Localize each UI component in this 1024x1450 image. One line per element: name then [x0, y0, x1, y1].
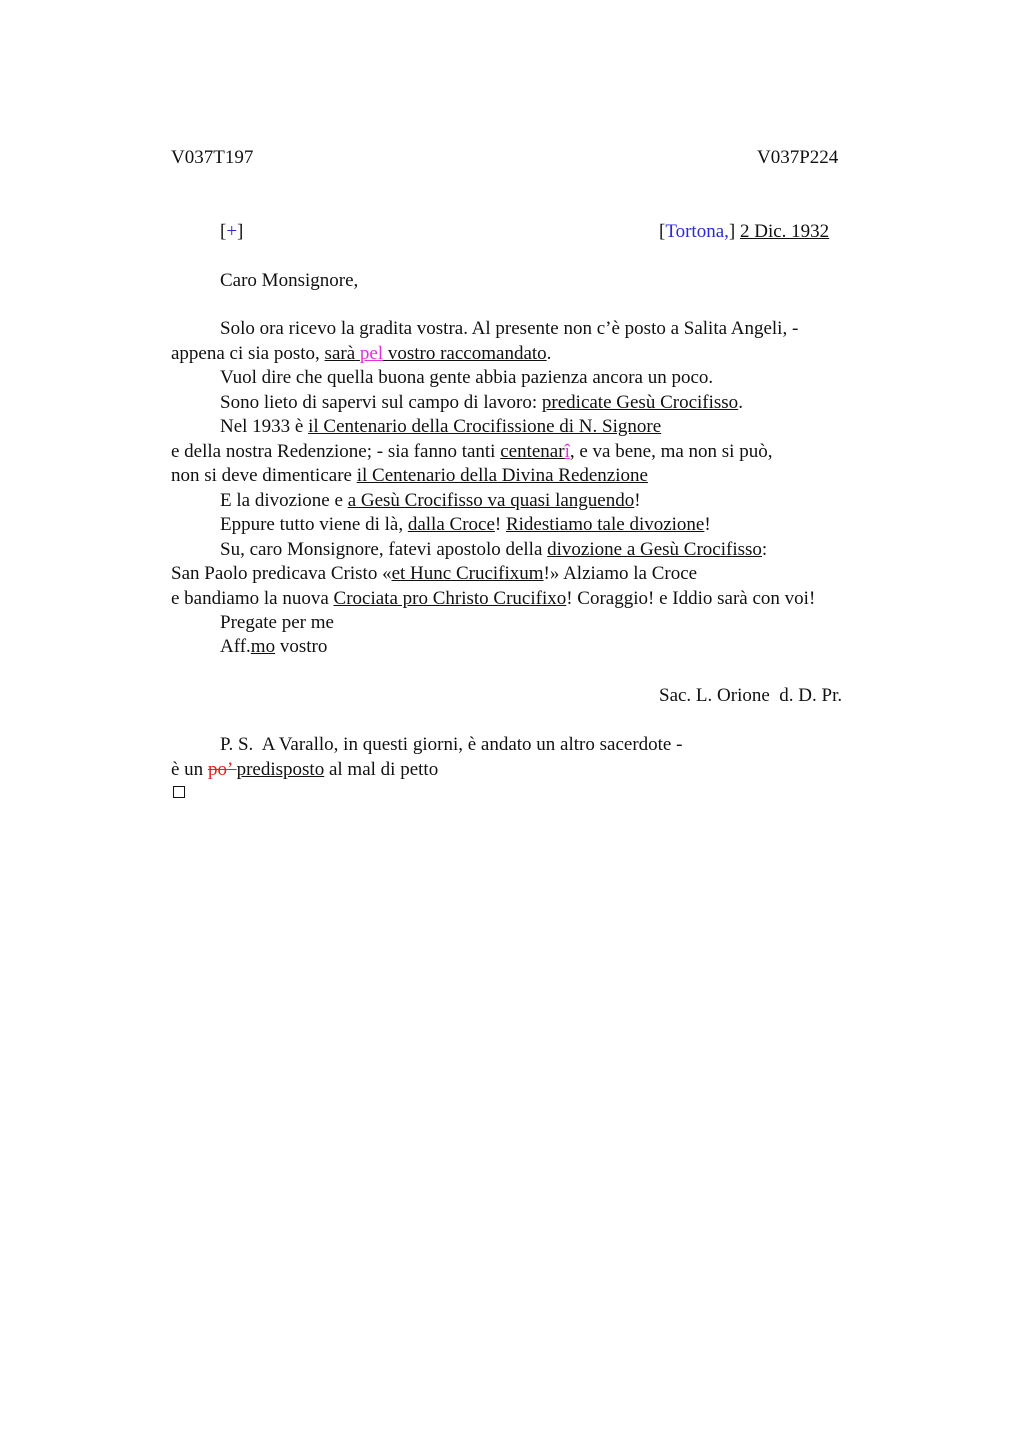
underlined-text: Ridestiamo tale divozione: [505, 514, 705, 535]
corrected-letter: î: [564, 441, 570, 462]
underlined-text: sarà: [324, 343, 356, 364]
body-line-8: [220, 489, 641, 513]
deleted-text: po’: [207, 759, 237, 780]
text-run: :: [761, 539, 768, 560]
underlined-text: centenar: [500, 441, 565, 462]
text-run: San Paolo predicava Cristo «: [171, 563, 392, 584]
text-run: vostro: [275, 636, 328, 657]
place-name: Tortona,: [665, 221, 729, 242]
underlined-text: dalla Croce: [407, 514, 495, 535]
underlined-text: divozione a Gesù Crocifisso: [547, 539, 762, 560]
end-marker-box: [173, 786, 185, 798]
body-line-3: Vuol dire che quella buona gente abbia pazienza ancora un poco.: [220, 367, 714, 388]
body-line-4: [220, 391, 743, 415]
body-line-5: [220, 415, 661, 439]
text-run: !» Alziamo la Croce: [543, 563, 698, 584]
text-run: Su, caro Monsignore, fatevi apostolo della: [220, 539, 548, 560]
place-close-bracket: ]: [728, 221, 736, 242]
body-line-7: [171, 464, 648, 488]
underlined-text: il Centenario della Crocifissione di N. Signore: [308, 416, 662, 437]
text-run: ! Coraggio! e Iddio sarà con voi!: [566, 588, 816, 609]
text-run: , e va bene, ma non si può,: [569, 441, 773, 462]
body-line-9: [220, 513, 711, 537]
underlined-text: et Hunc Crucifixum: [391, 563, 544, 584]
body-line-12: [171, 587, 815, 611]
place-date: [659, 220, 829, 244]
text-run: è un: [171, 759, 208, 780]
letter-date: 2 Dic. 1932: [739, 221, 830, 242]
body-line-13: Pregate per me: [220, 612, 334, 633]
underlined-text: vostro raccomandato: [387, 343, 547, 364]
cross-close-bracket: ]: [237, 221, 244, 242]
place-open-bracket: [: [659, 221, 666, 242]
postscript-line-2: [171, 758, 438, 782]
postscript-line-1: P. S. A Varallo, in questi giorni, è andato un altro sacerdote -: [220, 734, 683, 755]
text-run: appena ci sia posto,: [171, 343, 325, 364]
closing-line: [220, 635, 327, 659]
body-line-10: [220, 538, 767, 562]
underlined-text: a Gesù Crocifisso va quasi languendo: [347, 490, 635, 511]
signature: Sac. L. Orione d. D. Pr.: [659, 685, 843, 706]
text-run: !: [704, 514, 711, 535]
text-run: Nel 1933 è: [220, 416, 309, 437]
inserted-word: pel: [359, 343, 384, 364]
text-run: !: [494, 514, 506, 535]
text-run: !: [634, 490, 641, 511]
text-run: Sono lieto di sapervi sul campo di lavoro:: [220, 392, 542, 413]
body-line-11: [171, 562, 697, 586]
text-run: .: [546, 343, 552, 364]
cross-icon: +: [226, 221, 238, 242]
salutation: Caro Monsignore,: [220, 270, 359, 291]
body-line-6: [171, 440, 772, 464]
document-code-left: V037T197: [171, 147, 254, 168]
underlined-text: il Centenario della Divina Redenzione: [356, 465, 648, 486]
underlined-text: predisposto: [236, 759, 325, 780]
text-run: Aff.: [220, 636, 251, 657]
cross-mark: [220, 220, 243, 244]
underlined-text: Crociata pro Christo Crucifixo: [333, 588, 567, 609]
underlined-text: predicate Gesù Crocifisso: [541, 392, 739, 413]
cross-open-bracket: [: [220, 221, 227, 242]
underlined-text: mo: [250, 636, 276, 657]
body-line-2: [171, 342, 551, 366]
text-run: e della nostra Redenzione; - sia fanno tanti: [171, 441, 501, 462]
document-code-right: V037P224: [757, 147, 839, 168]
text-run: Eppure tutto viene di là,: [220, 514, 408, 535]
text-run: e bandiamo la nuova: [171, 588, 334, 609]
text-run: al mal di petto: [324, 759, 439, 780]
body-line-1: Solo ora ricevo la gradita vostra. Al presente non c’è posto a Salita Angeli, -: [220, 318, 799, 339]
text-run: .: [738, 392, 743, 413]
text-run: E la divozione e: [220, 490, 348, 511]
text-run: non si deve dimenticare: [171, 465, 357, 486]
